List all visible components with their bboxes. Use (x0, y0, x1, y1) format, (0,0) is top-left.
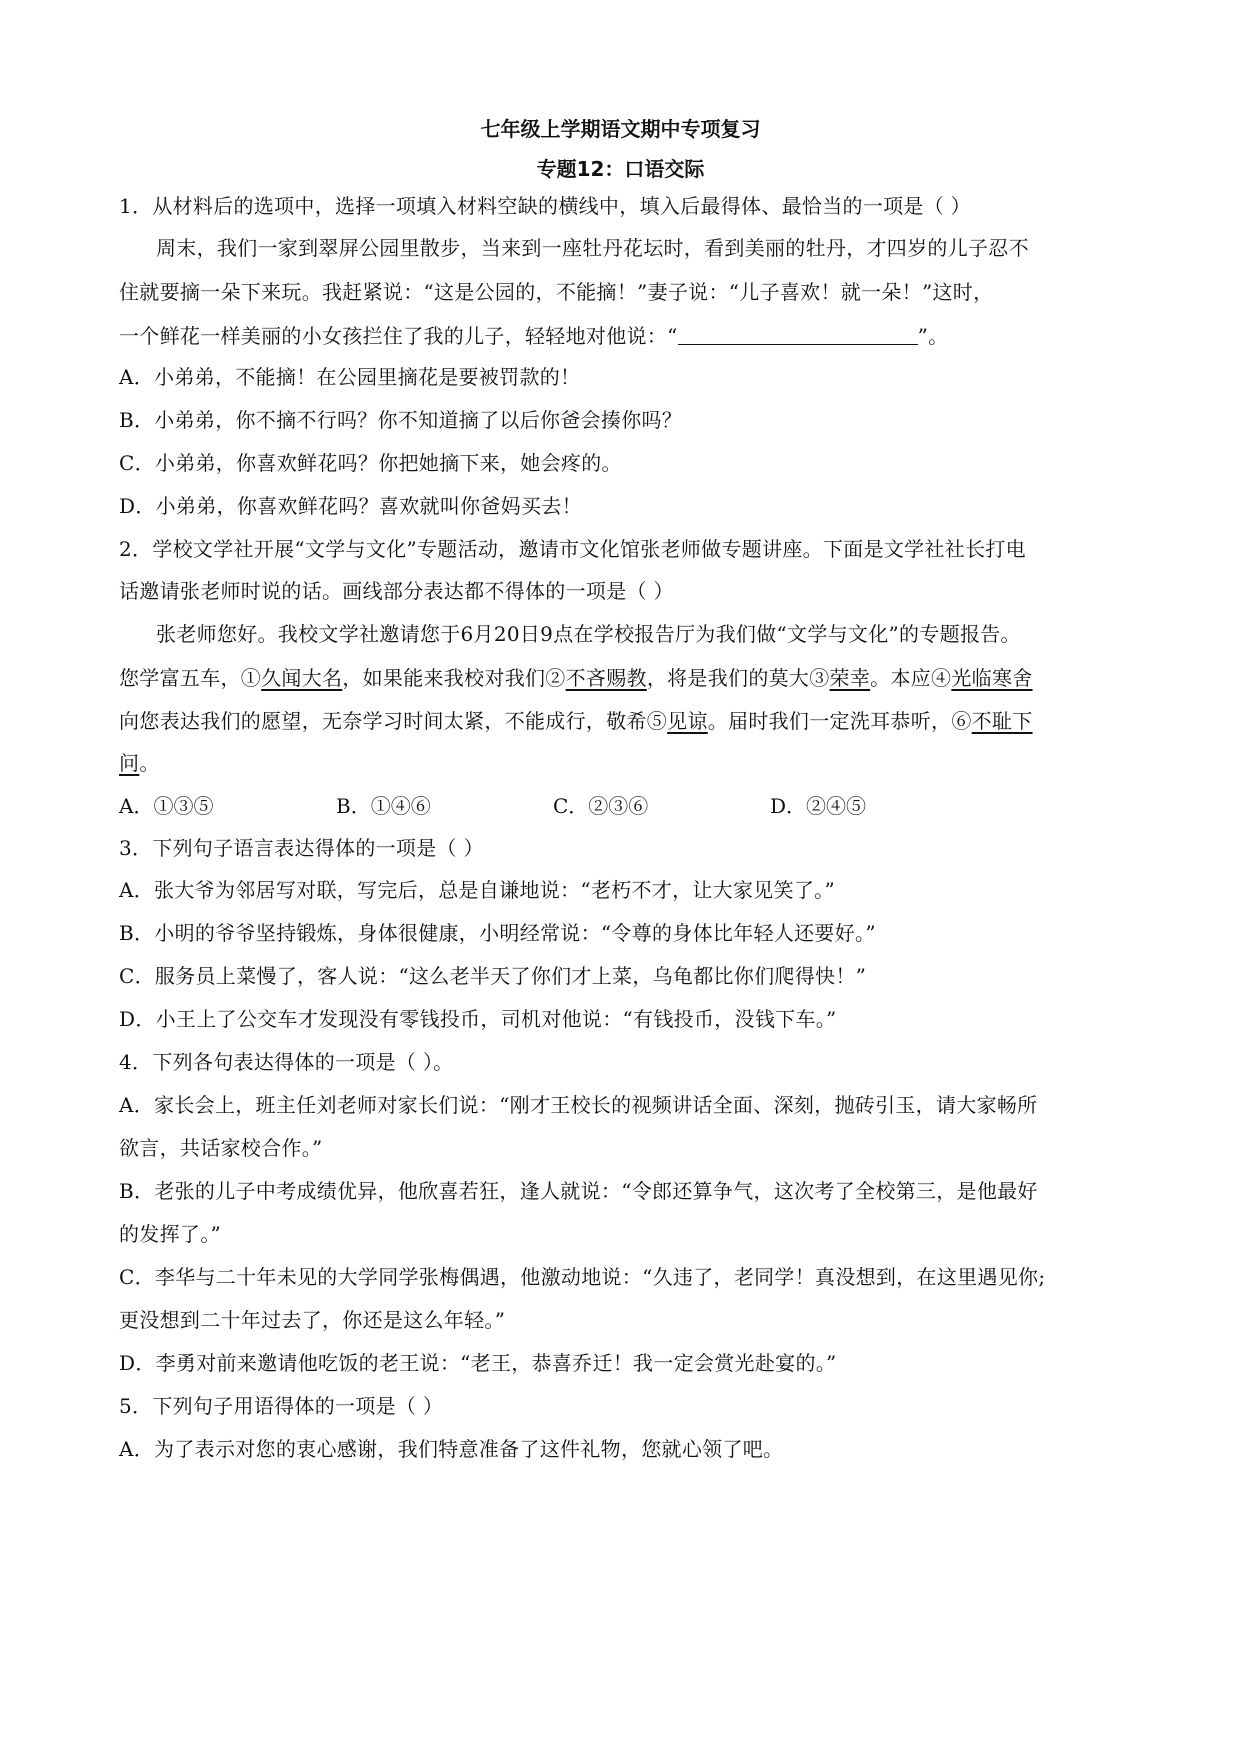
document-title: 七年级上学期语文期中专项复习 (480, 117, 761, 141)
question-1-option-c: C．小弟弟，你喜欢鲜花吗？你把她摘下来，她会疼的。 (119, 451, 622, 475)
answer-blank (678, 324, 918, 345)
question-5-option-a: A．为了表示对您的衷心感谢，我们特意准备了这件礼物，您就心领了吧。 (119, 1437, 784, 1461)
underlined-phrase-5: 见谅 (667, 709, 708, 733)
question-1-option-d: D．小弟弟，你喜欢鲜花吗？喜欢就叫你爸妈买去！ (119, 494, 582, 518)
question-2-material-line-2 (119, 662, 1033, 691)
question-4-option-b-line-2: 的发挥了。” (119, 1222, 222, 1246)
question-1-stem: 1．从材料后的选项中，选择一项填入材料空缺的横线中，填入后最得体、最恰当的一项是（ ） (119, 194, 971, 218)
question-3-option-b: B．小明的爷爷坚持锻炼，身体很健康，小明经常说：“令尊的身体比年轻人还要好。” (119, 921, 876, 945)
question-4-option-a-line-2: 欲言，共话家校合作。” (119, 1136, 323, 1160)
question-5-stem: 5．下列句子用语得体的一项是（ ） (119, 1394, 444, 1418)
question-1-material-line-3 (119, 320, 948, 349)
question-1-material-line-2: 住就要摘一朵下来玩。我赶紧说：“这是公园的，不能摘！”妻子说：“儿子喜欢！就一朵！”这时， (119, 280, 994, 304)
question-4-option-b-line-1: B．老张的儿子中考成绩优异，他欣喜若狂，逢人就说：“令郎还算争气，这次考了全校第三，是他最好 (119, 1179, 1038, 1203)
question-3-stem: 3．下列句子语言表达得体的一项是（ ） (119, 836, 484, 860)
material-text: 。届时我们一定洗耳恭听，⑥ (707, 709, 972, 733)
question-3-option-a: A．张大爷为邻居写对联，写完后，总是自谦地说：“老朽不才，让大家见笑了。” (119, 878, 835, 902)
question-2-option-a: A．①③⑤ (119, 794, 214, 818)
material-text: 。 (139, 751, 160, 775)
question-1-option-b: B．小弟弟，你不摘不行吗？你不知道摘了以后你爸会揍你吗？ (119, 408, 683, 432)
underlined-phrase-3: 荣幸 (829, 666, 871, 690)
question-1-option-a: A．小弟弟，不能摘！在公园里摘花是要被罚款的！ (119, 365, 581, 389)
question-3-option-d: D．小王上了公交车才发现没有零钱投币，司机对他说：“有钱投币，没钱下车。” (119, 1007, 837, 1031)
material-text: ”。 (917, 324, 949, 348)
material-text: 。本应④ (870, 666, 952, 690)
question-4-option-d: D．李勇对前来邀请他吃饭的老王说：“老王，恭喜乔迁！我一定会赏光赴宴的。” (119, 1351, 837, 1375)
question-4-option-c-line-2: 更没想到二十年过去了，你还是这么年轻。” (119, 1308, 506, 1332)
question-2-material-line-4 (119, 747, 160, 776)
question-4-stem: 4．下列各句表达得体的一项是（ ）。 (119, 1050, 454, 1074)
material-text: 一个鲜花一样美丽的小女孩拦住了我的儿子，轻轻地对他说：“ (119, 324, 678, 348)
material-text: ，如果能来我校对我们② (342, 666, 566, 690)
question-2-material-line-1: 张老师您好。我校文学社邀请您于6月20日9点在学校报告厅为我们做“文学与文化”的专题报告。 (156, 622, 1021, 646)
question-2-option-d: D．②④⑤ (770, 794, 867, 818)
question-2-stem-line-1: 2．学校文学社开展“文学与文化”专题活动，邀请市文化馆张老师做专题讲座。下面是文学社社长打电 (119, 537, 1026, 561)
document-subtitle: 专题12：口语交际 (536, 157, 705, 181)
material-text: ，将是我们的莫大③ (646, 666, 830, 690)
underlined-phrase-6: 不耻下 (971, 709, 1033, 733)
question-3-option-c: C．服务员上菜慢了，客人说：“这么老半天了你们才上菜，乌龟都比你们爬得快！” (119, 964, 867, 988)
question-4-option-c-line-1: C．李华与二十年未见的大学同学张梅偶遇，他激动地说：“久违了，老同学！真没想到，在这里遇见你; (119, 1265, 1046, 1289)
material-text: 向您表达我们的愿望，无奈学习时间太紧，不能成行，敬希⑤ (119, 709, 668, 733)
underlined-phrase-1: 久闻大名 (261, 666, 343, 690)
question-2-option-c: C．②③⑥ (553, 794, 649, 818)
question-2-stem-line-2: 话邀请张老师时说的话。画线部分表达都不得体的一项是（ ） (119, 579, 674, 603)
material-text: 您学富五车，① (119, 666, 262, 690)
question-2-material-line-3 (119, 705, 1033, 734)
underlined-phrase-2: 不吝赐教 (565, 666, 647, 690)
question-4-option-a-line-1: A．家长会上，班主任刘老师对家长们说：“刚才王校长的视频讲话全面、深刻，抛砖引玉，请大家畅所 (119, 1093, 1038, 1117)
underlined-phrase-4: 光临寒舍 (951, 666, 1033, 690)
question-2-option-b: B．①④⑥ (336, 794, 431, 818)
question-1-material-line-1: 周末，我们一家到翠屏公园里散步，当来到一座牡丹花坛时，看到美丽的牡丹，才四岁的儿子忍不 (156, 236, 1029, 260)
underlined-phrase-6-end: 问 (119, 751, 140, 775)
